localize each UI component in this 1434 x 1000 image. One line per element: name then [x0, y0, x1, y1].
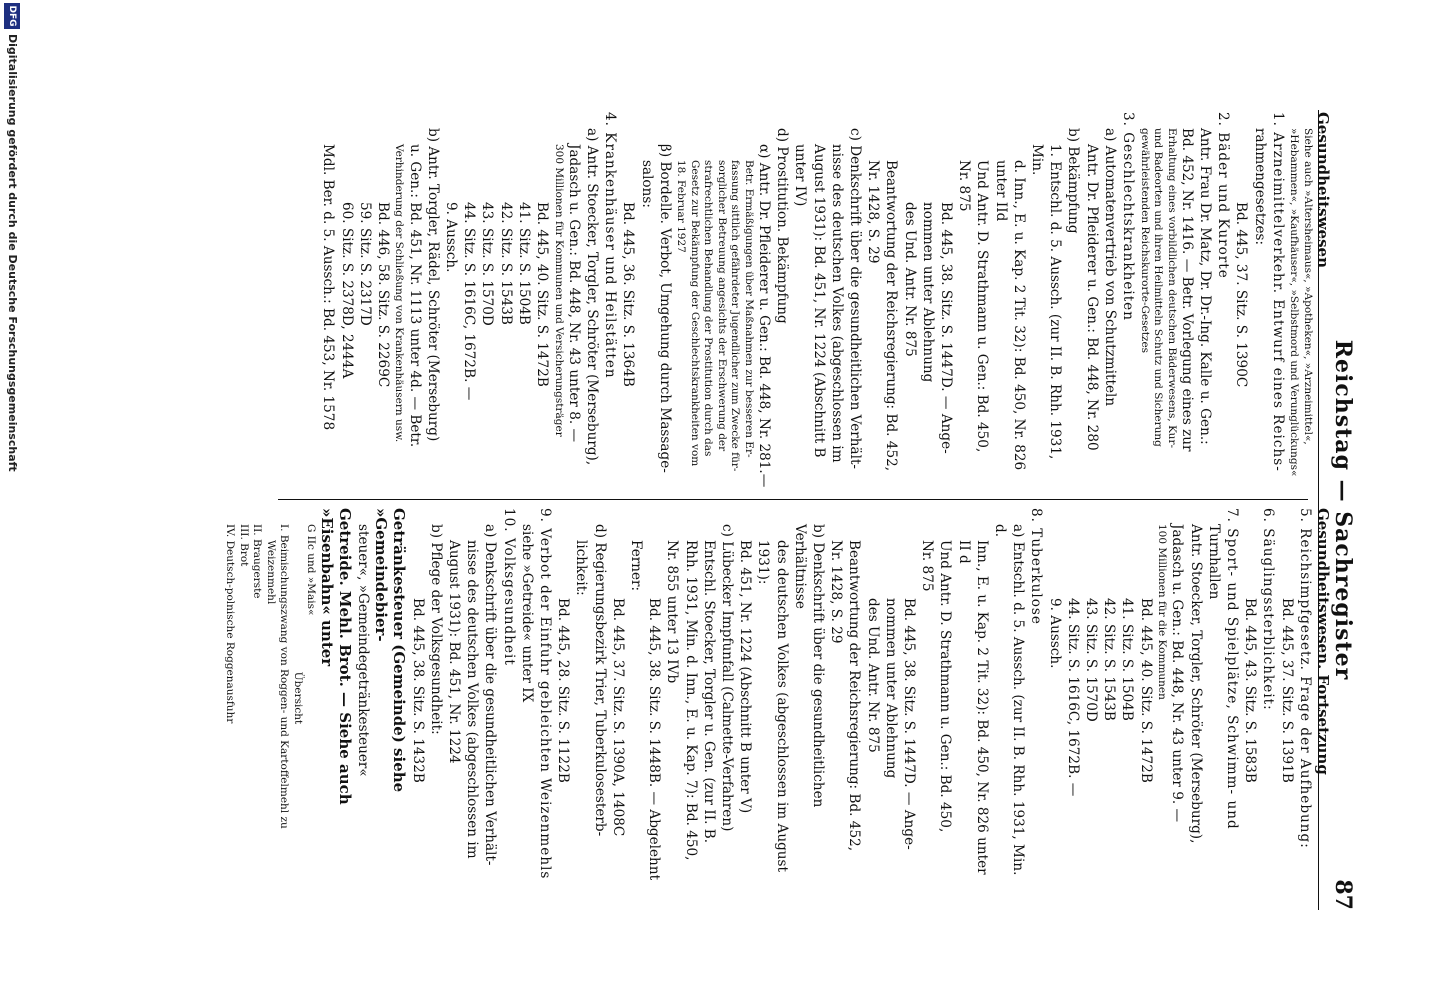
- index-line: Nr. 855 unter 13 IVb: [664, 540, 681, 684]
- index-line: 60. Sitz. S. 2378D, 2444A: [338, 202, 355, 379]
- index-line: Weizenmehl: [264, 540, 277, 605]
- index-line: des Und. Antr. Nr. 875: [901, 202, 918, 357]
- index-line: des Und. Antr. Nr. 875: [864, 598, 881, 753]
- index-line: Rhh. 1931, Min. d. Inn., E. u. Kap. 7): Bd. 450,: [682, 540, 699, 861]
- index-line: Bd. 445, 28. Sitz. S. 1122B: [555, 598, 572, 783]
- index-line: August 1931): Bd. 451, Nr. 1224 (Abschnitt B: [810, 144, 827, 458]
- index-line: 43. Sitz. S. 1570D: [479, 202, 496, 326]
- index-line: Nr. 1428, S. 29: [828, 540, 845, 644]
- index-line: Bd. 451, Nr. 1224 (Abschnitt B unter V): [737, 540, 754, 814]
- index-line: 9. Aussch.: [1046, 598, 1063, 669]
- index-line: u. Gen.: Bd. 451, Nr. 1113 unter 4d. — Betr.: [406, 144, 423, 448]
- index-line: G IIc und »Mais«: [305, 524, 318, 616]
- index-line: nisse des deutschen Volkes (abgeschlossen im: [828, 144, 845, 463]
- index-line: 100 Millionen für die Kommunen: [1156, 524, 1169, 700]
- index-line: Turnhallen: [1205, 524, 1222, 600]
- index-line: und Badeorten und ihren Heilmitteln Schutz und Sicherung: [1152, 128, 1165, 447]
- index-line: a) Entschl. d. 5. Aussch. (zur II. B. Rhh. 1931, Min. d.: [992, 524, 1027, 876]
- index-line: 5. Reichsimpfgesetz. Frage der Aufhebung:: [1296, 508, 1313, 849]
- index-line: α) Antr. Dr. Pfleiderer u. Gen.: Bd. 448, Nr. 281.—: [756, 144, 773, 488]
- index-line: Übersicht: [291, 671, 304, 725]
- index-line: b) Bekämpfung: [1065, 128, 1082, 234]
- index-line: I. Beimischungszwang von Roggen- und Kartoffelmehl zu: [278, 524, 291, 829]
- index-line: Und Antr. D. Strathmann u. Gen.: Bd. 450,: [974, 160, 991, 453]
- index-line: Gesundheitswesen. Fortsetzung: [1314, 508, 1332, 775]
- index-line: Jadasch u. Gen.: Bd. 448, Nr. 43 unter 9. —: [1169, 524, 1186, 823]
- right-column: [223, 508, 1332, 888]
- index-line: IV. Deutsch-polnische Roggenausfuhr: [224, 524, 237, 724]
- index-line: Nr. 1428, S. 29: [865, 160, 882, 264]
- index-line: August 1931): Bd. 451, Nr. 1224: [445, 540, 462, 764]
- index-line: Und Antr. D. Strathmann u. Gen.: Bd. 450,: [937, 540, 954, 833]
- footer-credit-text: Digitalisierung gefördert durch die Deutsche Forschungsgemeinschaft: [6, 34, 19, 472]
- index-line: d) Prostitution. Bekämpfung: [774, 128, 791, 324]
- index-line: Bd. 445, 38. Sitz. S. 1447D. — Ange-: [901, 598, 918, 850]
- page-number: 87: [1330, 879, 1356, 910]
- index-line: Bd. 445, 38. Sitz. S. 1448B. — Abgelehnt: [646, 598, 663, 881]
- index-line: 7. Sport- und Spielplätze, Schwimm- und: [1223, 508, 1240, 830]
- index-line: Siehe auch »Altersheimaus«, »Apotheken«, »Arzneimittel«,: [1301, 128, 1314, 445]
- index-line: 1. Entschl. d. 5. Aussch. (zur II. B. Rhh. 1931, Min.: [1029, 144, 1064, 460]
- index-line: Bd. 445, 38. Sitz. S. 1447D. — Ange-: [938, 202, 955, 454]
- index-line: 8. Tuberkulose: [1028, 508, 1045, 625]
- index-line: 41. Sitz. S. 1504B: [515, 202, 532, 325]
- index-line: strafrechtlichen Behandlung der Prostitution durch das: [702, 160, 715, 457]
- index-line: unter IV): [792, 144, 809, 207]
- index-line: Jadasch u. Gen.: Bd. 448, Nr. 43 unter 8. —: [565, 144, 582, 443]
- index-line: rahmengesetzes:: [1251, 128, 1268, 246]
- index-line: Bd. 445, 36. Sitz. S. 1364B: [620, 202, 637, 387]
- index-line: Antr. Frau Dr. Matz, Dr. Dr.-Ing. Kalle u. Gen.:: [1196, 128, 1213, 445]
- index-line: Antr. Dr. Pfleiderer u. Gen.: Bd. 448, Nr. 280: [1083, 144, 1100, 451]
- index-line: nisse des deutschen Volkes (abgeschlossen im: [464, 540, 481, 859]
- index-line: 10. Volksgesundheit: [500, 508, 517, 666]
- index-line: 59. Sitz. S. 2317D: [356, 202, 373, 326]
- index-line: Bd. 446, 58. Sitz. S. 2269C: [374, 202, 391, 388]
- index-line: b) Antr. Torgler, Rädel, Schröter (Merseburg): [424, 128, 441, 442]
- index-line: Bd. 445, 37. Sitz. S. 1391B: [1278, 598, 1295, 783]
- index-line: Erhaltung eines vorbildlichen deutschen Bäderwesens, Kur-: [1165, 128, 1178, 449]
- index-line: 42. Sitz. S. 1543B: [497, 202, 514, 325]
- index-line: 3. Geschlechtskrankheiten: [1120, 112, 1137, 321]
- index-line: 4. Krankenhäuser und Heilstätten: [602, 112, 619, 379]
- index-line: 9. Verbot der Einfuhr gebleichten Weizenmehls: [536, 508, 553, 880]
- index-line: Entschl. Stoecker, Torgler u. Gen. (zur II. B.: [700, 540, 717, 844]
- index-line: b) Pflege der Volksgesundheit:: [427, 524, 444, 735]
- index-line: Bd. 445, 38. Sitz. S. 1432B: [409, 598, 426, 783]
- index-line: Getränkesteuer (Gemeinde) siehe »Gemeindebier-: [372, 508, 409, 793]
- column-divider: [278, 499, 1308, 500]
- index-line: Beantwortung der Reichsregierung: Bd. 452,: [883, 160, 900, 472]
- index-line: Bd. 445, 40. Sitz. S. 1472B: [534, 202, 551, 387]
- index-line: d) Regierungsbezirk Trier, Tuberkulosesterb-: [591, 524, 608, 837]
- index-line: d. Inn., E. u. Kap. 2 Tit. 32): Bd. 450, Nr. 826: [1010, 160, 1027, 471]
- digitization-footer: [0, 0, 22, 1000]
- index-line: »Hebammen«, »Kaufhäuser«, »Selbstmord und Verunglückungs«: [1288, 128, 1301, 477]
- running-head: Reichstag — Sachregister: [1330, 339, 1356, 681]
- index-line: Inn., E. u. Kap. 2 Tit. 32): Bd. 450, Nr. 826 unter II d: [955, 540, 990, 875]
- index-line: 18. Februar 1927: [675, 160, 688, 253]
- index-line: 9. Aussch.: [443, 202, 460, 273]
- index-line: siehe »Getreide« unter IX: [518, 524, 535, 703]
- index-line: lichkeit:: [573, 540, 590, 596]
- index-line: Nr. 875: [956, 160, 973, 212]
- index-line: 44. Sitz. S. 1616C, 1672B. —: [461, 202, 478, 401]
- index-line: Nr. 875: [919, 540, 936, 592]
- index-line: a) Denkschrift über die gesundheitlichen Verhält-: [482, 524, 499, 866]
- index-line: 2. Bäder und Kurorte: [1215, 112, 1232, 279]
- index-line: β) Bordelle. Verbot, Umgehung durch Massage-: [656, 144, 673, 473]
- index-line: Antr. Stoecker, Torgler, Schröter (Merseburg),: [1187, 524, 1204, 844]
- index-line: 300 Millionen für Kommunen und Versicherungsträger: [552, 144, 565, 437]
- index-line: Gesetz zur Bekämpfung der Geschlechtskrankheiten vom: [688, 160, 701, 467]
- index-line: 42. Sitz. S. 1543B: [1101, 598, 1118, 721]
- index-line: Getreide. Mehl. Brot. — Siehe auch »Eisenbahn« unter: [317, 508, 354, 805]
- index-line: fassung sittlich gefährdeter Jugendlicher zum Zwecke für-: [729, 160, 742, 472]
- index-line: nommen unter Ablehnung: [919, 202, 936, 383]
- index-line: Gesundheitswesen: [1314, 112, 1332, 268]
- index-line: 1. Arzneimittelverkehr. Entwurf eines Reichs-: [1269, 112, 1286, 472]
- index-line: Mdl. Ber. d. 5. Aussch.: Bd. 453, Nr. 1578: [320, 144, 337, 431]
- index-line: 41. Sitz. S. 1504B: [1119, 598, 1136, 721]
- index-line: 43. Sitz. S. 1570D: [1083, 598, 1100, 722]
- index-line: Bd. 445, 37. Sitz. S. 1390C: [1233, 202, 1250, 388]
- index-line: III. Brot: [237, 524, 250, 567]
- index-line: b) Denkschrift über die gesundheitlichen Verhältnisse: [791, 524, 827, 808]
- index-line: a) Automatenvertrieb von Schutzmitteln: [1101, 128, 1118, 407]
- index-line: Bd. 445, 40. Sitz. S. 1472B: [1137, 598, 1154, 783]
- index-line: gewährleistenden Reichskurorte-Gesetzes: [1138, 128, 1151, 354]
- index-line: c) Lübecker Impfunfall (Calmette-Verfahren): [719, 524, 735, 832]
- left-column: [319, 112, 1332, 492]
- index-line: Bd. 445, 43. Sitz. S. 1583B: [1242, 598, 1259, 783]
- index-line: a) Antr. Stoecker, Torgler, Schröter (Merseburg),: [584, 128, 600, 466]
- index-line: steuer«, »Gemeindegetränkesteuer«: [354, 524, 371, 777]
- index-line: 6. Säuglingssterblichkeit:: [1260, 508, 1277, 711]
- index-line: nommen unter Ablehnung: [882, 598, 899, 779]
- index-line: Beantwortung der Reichsregierung: Bd. 452,: [846, 540, 863, 852]
- index-line: unter IId: [992, 160, 1009, 222]
- index-line: des deutschen Volkes (abgeschlossen im August 1931):: [755, 540, 790, 872]
- index-line: II. Braugerste: [251, 524, 264, 599]
- index-line: Ferner:: [627, 540, 644, 592]
- index-line: salons:: [638, 160, 655, 208]
- index-line: Bd. 452, Nr. 1416. — Betr. Vorlegung eines zur: [1178, 128, 1195, 452]
- index-line: Bd. 445, 37. Sitz. S. 1390A, 1408C: [609, 598, 626, 837]
- index-line: 44. Sitz. S. 1616C, 1672B. —: [1064, 598, 1081, 797]
- index-line: c) Denkschrift über die gesundheitlichen Verhält-: [847, 128, 864, 470]
- dfg-logo: DFG: [4, 3, 20, 29]
- index-line: sorglicher Betreuung angesichts der Erschwerung der: [715, 160, 728, 452]
- index-line: Betr. Ermäßigungen über Maßnahmen zur besseren Er-: [742, 160, 755, 458]
- index-line: Verhinderung der Schließung von Krankenhäusern usw.: [393, 144, 406, 443]
